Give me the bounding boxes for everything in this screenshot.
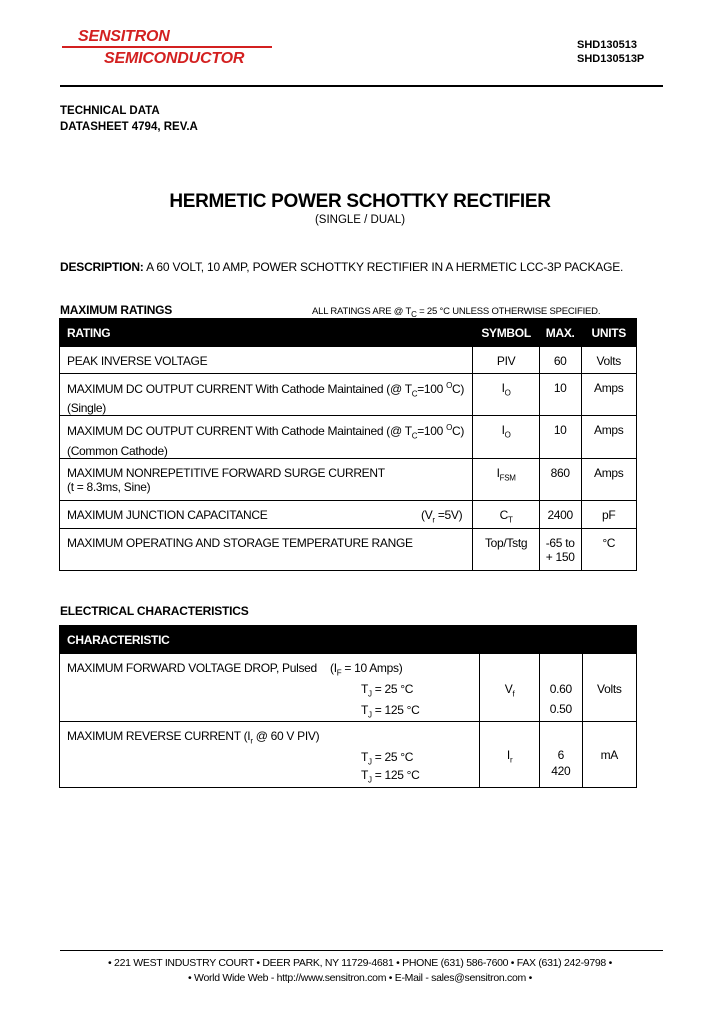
temp-condition: $T_J = 25$ °C: [361, 682, 414, 699]
rating-cell: MAXIMUM NONREPETITIVE FORWARD SURGE CURRENT (t = 8.3ms, Sine): [60, 458, 473, 500]
rating-cell: MAXIMUM OPERATING AND STORAGE TEMPERATURE RANGE: [60, 528, 473, 570]
units-cell: pF: [581, 500, 636, 528]
table-row: [60, 722, 637, 788]
rating-cell: MAXIMUM DC OUTPUT CURRENT With Cathode Maintained (@ $T_C=100$ $^O$C) (Single): [60, 374, 473, 416]
symbol-cell: $C_T$: [473, 500, 540, 528]
ratings-note: ALL RATINGS ARE @ $T_C = 25$ °C UNLESS OTHERWISE SPECIFIED.: [312, 306, 601, 319]
symbol-cell: $I_{FSM}$: [473, 458, 540, 500]
characteristic-cell: MAXIMUM FORWARD VOLTAGE DROP, Pulsed ($I_F = 10$ Amps) $T_J = 25$ °C $T_J = 125$ °C: [60, 654, 480, 722]
max-cell: 860: [539, 458, 581, 500]
max-ratings-heading: MAXIMUM RATINGS: [60, 303, 173, 317]
symbol-cell: Top/Tstg: [473, 528, 540, 570]
col-max: MAX.: [539, 319, 581, 347]
value-cell: 0.60 0.50: [540, 654, 583, 722]
symbol-cell: $I_O$: [473, 416, 540, 458]
document-title: HERMETIC POWER SCHOTTKY RECTIFIER: [169, 191, 551, 212]
document-subtitle: (SINGLE / DUAL): [314, 214, 406, 226]
datasheet-label: DATASHEET 4794, REV.A: [60, 121, 198, 133]
units-cell: Amps: [581, 458, 636, 500]
description-text: A 60 VOLT, 10 AMP, POWER SCHOTTKY RECTIFIER IN A HERMETIC LCC-3P PACKAGE.: [143, 260, 624, 274]
logo-line2: SEMICONDUCTOR: [104, 50, 245, 67]
units-cell: mA: [582, 722, 636, 788]
rating-cell: MAXIMUM JUNCTION CAPACITANCE $(V_r =5V)$: [60, 500, 473, 528]
temp-condition: $T_J = 25$ °C: [361, 750, 414, 767]
max-cell: -65 to + 150: [539, 528, 581, 570]
max-cell: 10: [539, 416, 581, 458]
footer-rule: [60, 950, 663, 951]
max-cell: 10: [539, 374, 581, 416]
units-cell: Amps: [581, 374, 636, 416]
logo-line1: SENSITRON: [78, 28, 170, 45]
units-cell: Volts: [581, 347, 636, 374]
symbol-cell: $I_O$: [473, 374, 540, 416]
units-cell: Amps: [581, 416, 636, 458]
description: [60, 260, 623, 274]
value-cell: 6 420: [540, 722, 583, 788]
description-label: DESCRIPTION:: [60, 260, 144, 274]
max-cell: 2400: [539, 500, 581, 528]
symbol-cell: $I_r$: [480, 722, 540, 788]
max-ratings-table: [59, 318, 637, 571]
part-numbers: [577, 38, 644, 66]
table-row: [60, 374, 637, 416]
header-rule: [60, 85, 663, 87]
temp-condition: $T_J = 125$ °C: [361, 768, 420, 785]
part-number-2: SHD130513P: [577, 53, 645, 65]
col-characteristic: CHARACTERISTIC: [60, 626, 637, 654]
table-row: [60, 416, 637, 458]
symbol-cell: PIV: [473, 347, 540, 374]
table-row: [60, 528, 637, 570]
footer-contact: • World Wide Web - http://www.sensitron.com • E-Mail - sales@sensitron.com •: [188, 972, 532, 984]
part-number-1: SHD130513: [577, 39, 637, 51]
units-cell: Volts: [582, 654, 636, 722]
electrical-table: [59, 625, 637, 788]
table-row: [60, 458, 637, 500]
rating-cell: MAXIMUM DC OUTPUT CURRENT With Cathode Maintained (@ $T_C=100$ $^O$C) (Common Cathode): [60, 416, 473, 458]
characteristic-cell: MAXIMUM REVERSE CURRENT ($I_r$ @ 60 V PIV) $T_J = 25$ °C $T_J = 125$ °C: [60, 722, 480, 788]
ratings-header-row: [60, 319, 637, 347]
electrical-heading: ELECTRICAL CHARACTERISTICS: [60, 604, 249, 618]
temp-condition: $T_J = 125$ °C: [361, 703, 420, 720]
col-units: UNITS: [581, 319, 636, 347]
table-row: [60, 654, 637, 722]
col-symbol: SYMBOL: [473, 319, 540, 347]
condition: $(V_r =5V)$: [421, 507, 463, 525]
rating-cell: PEAK INVERSE VOLTAGE: [60, 347, 473, 374]
condition: ($I_F = 10$ Amps): [330, 661, 403, 678]
technical-data-block: [60, 103, 198, 135]
technical-data-label: TECHNICAL DATA: [60, 105, 160, 117]
logo-rule: [62, 46, 272, 48]
col-rating: RATING: [60, 319, 473, 347]
table-row: [60, 500, 637, 528]
units-cell: °C: [581, 528, 636, 570]
footer-address: • 221 WEST INDUSTRY COURT • DEER PARK, NY 11729-4681 • PHONE (631) 586-7600 • FAX (631) 242-9798 •: [108, 957, 612, 969]
max-cell: 60: [539, 347, 581, 374]
table-row: [60, 347, 637, 374]
symbol-cell: $V_f$: [480, 654, 540, 722]
electrical-header-row: [60, 626, 637, 654]
